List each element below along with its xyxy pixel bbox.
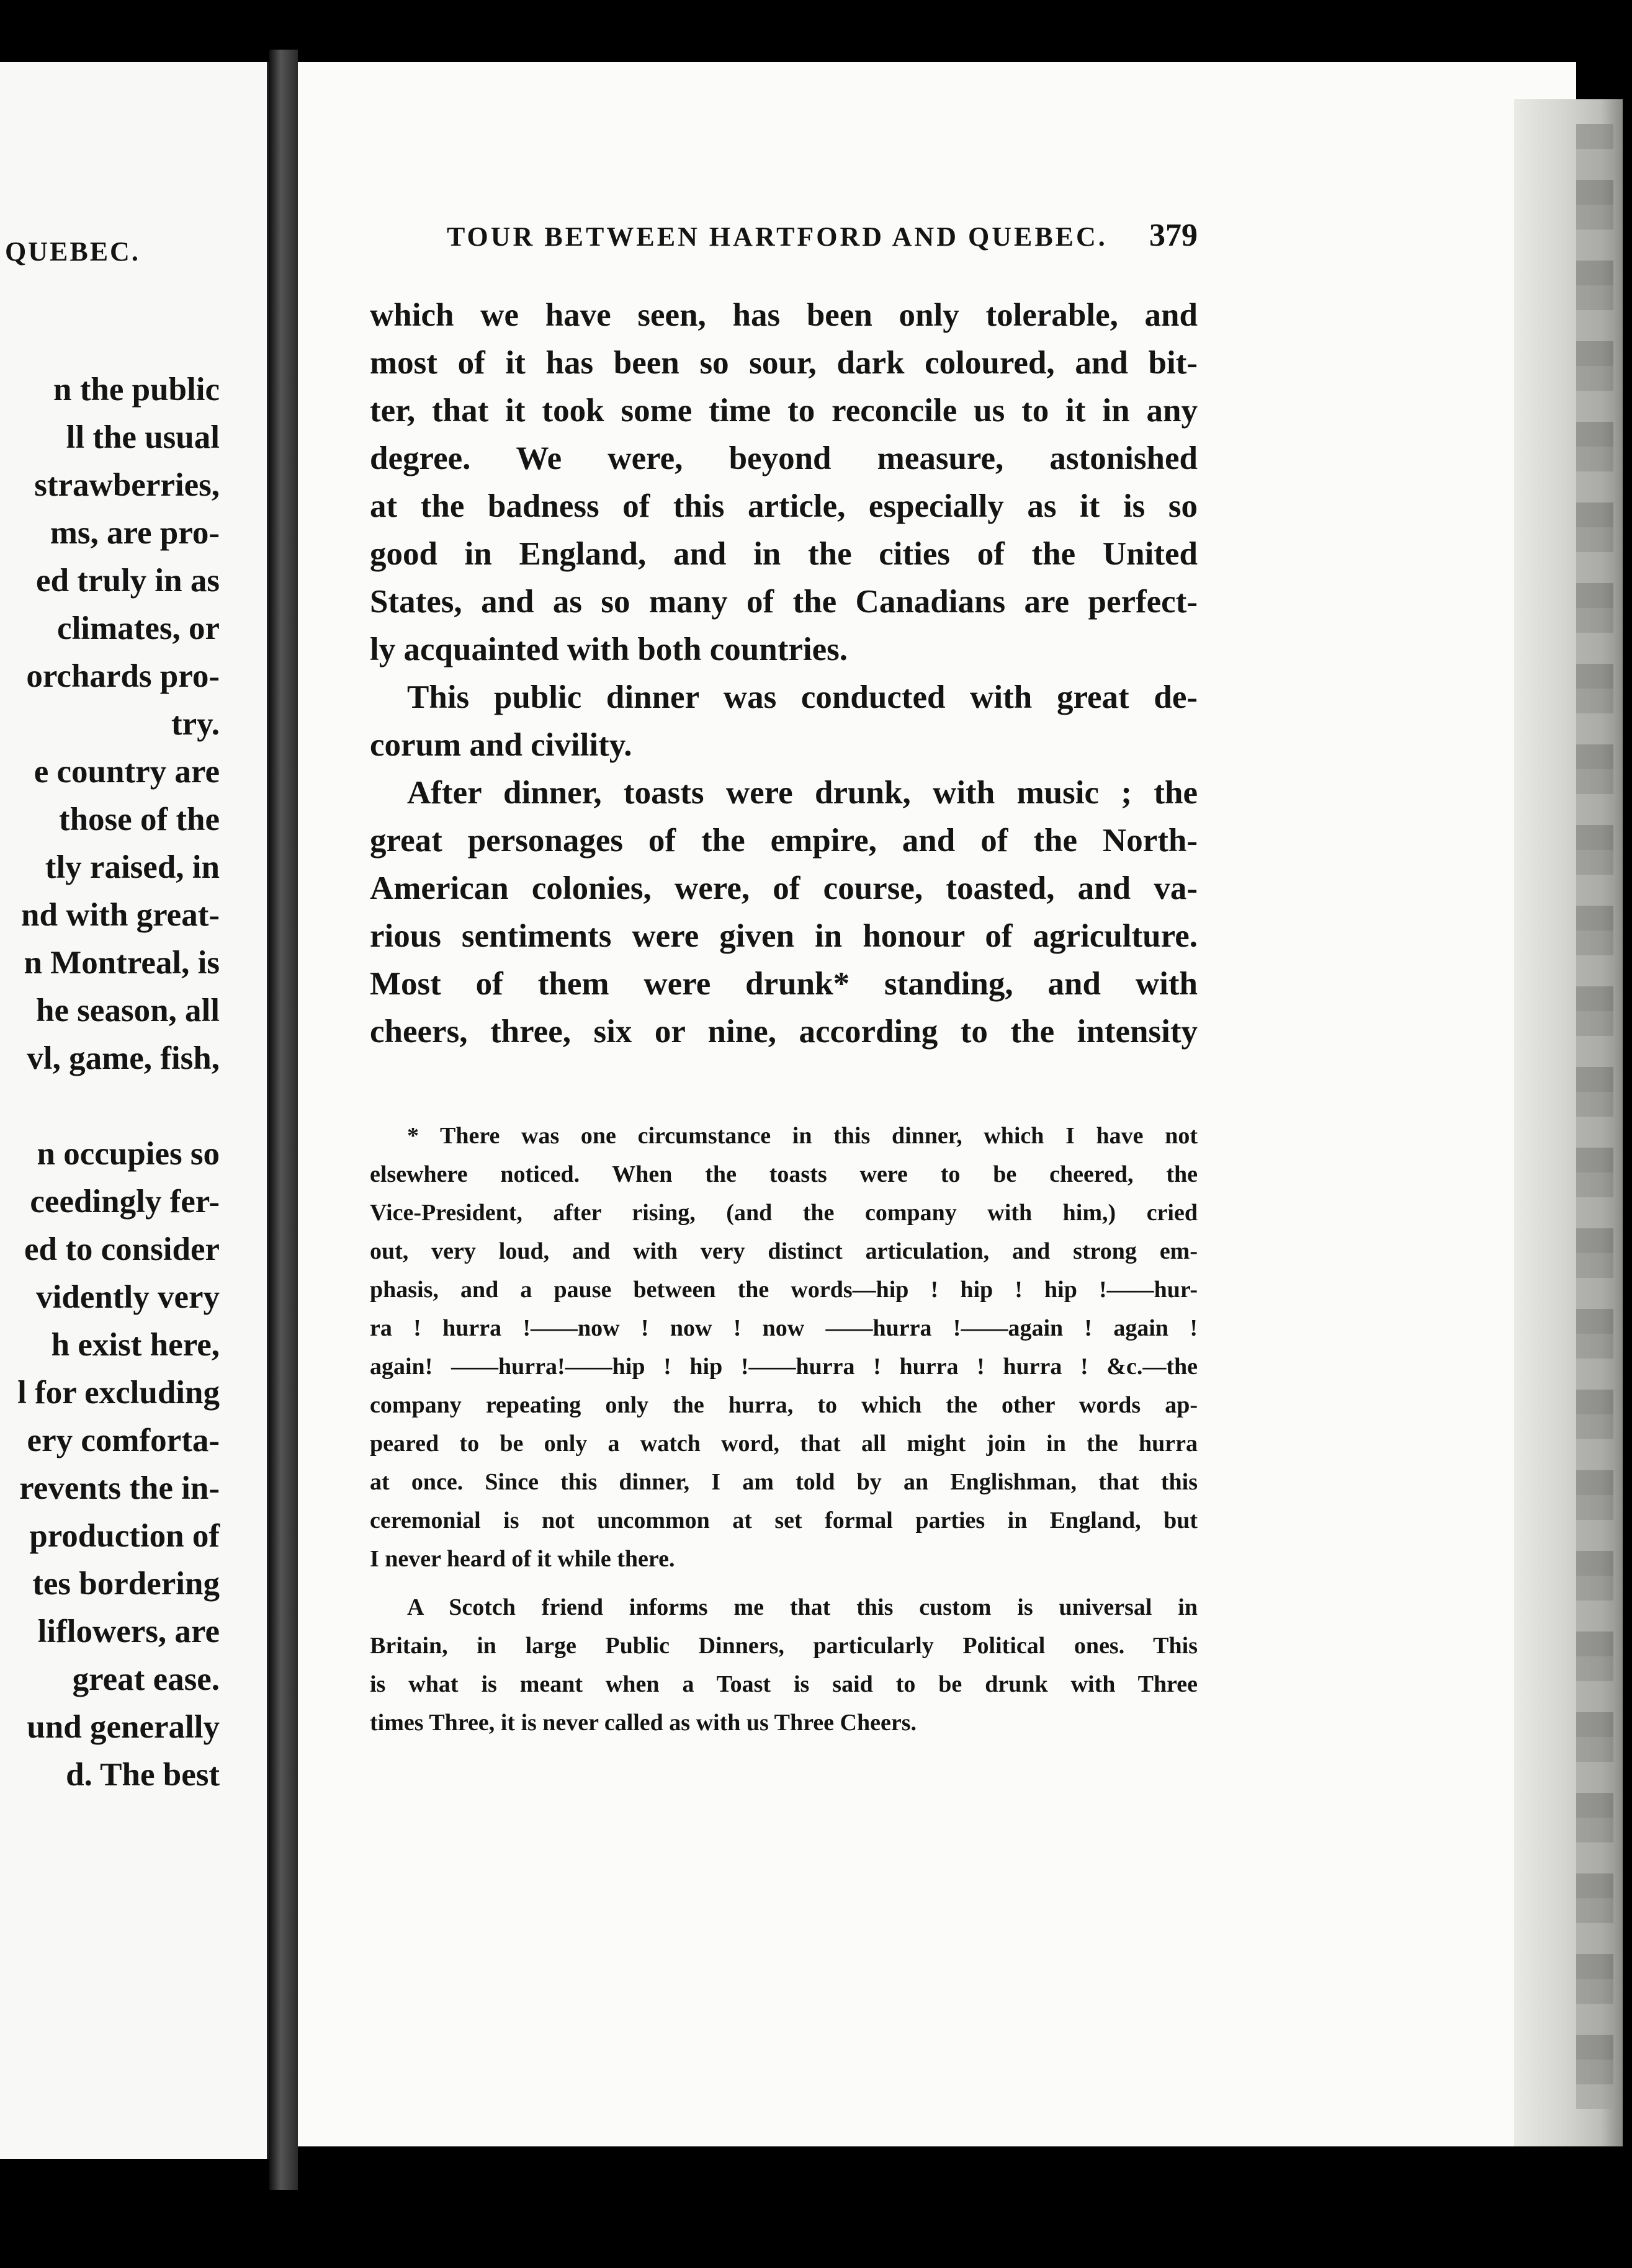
left-line: vidently very <box>36 1279 220 1315</box>
body-text <box>370 292 1198 1056</box>
body-line: degree. We were, beyond measure, astonished <box>370 440 1198 476</box>
body-line: After dinner, toasts were drunk, with music ; the <box>407 775 1198 811</box>
body-line: American colonies, were, of course, toasted, and va- <box>370 870 1198 906</box>
body-line: States, and as so many of the Canadians are perfect- <box>370 584 1198 620</box>
footnote-line: * There was one circumstance in this dinner, which I have not <box>407 1123 1198 1149</box>
body-line: most of it has been so sour, dark coloured, and bit- <box>370 345 1198 381</box>
footnote-line: ra ! hurra !——now ! now ! now ——hurra !——again ! again ! <box>370 1315 1198 1341</box>
body-line: which we have seen, has been only tolerable, and <box>370 297 1198 333</box>
left-line: ms, are pro- <box>50 515 220 551</box>
left-line <box>0 1083 267 1130</box>
footnote-line: is what is meant when a Toast is said to be drunk with Three <box>370 1671 1198 1697</box>
body-line: This public dinner was conducted with great de- <box>407 679 1198 715</box>
left-line: vl, game, fish, <box>27 1040 220 1076</box>
left-page <box>0 62 269 2159</box>
book-gutter <box>269 50 298 2190</box>
footnote-line: I never heard of it while there. <box>370 1546 675 1572</box>
left-line: orchards pro- <box>26 658 220 694</box>
left-line: und generally <box>27 1709 220 1745</box>
left-line: climates, or <box>57 610 220 646</box>
footnote-line: elsewhere noticed. When the toasts were to be cheered, the <box>370 1161 1198 1187</box>
body-line: corum and civility. <box>370 727 632 763</box>
left-line: he season, all <box>36 993 220 1029</box>
left-line: d. The best <box>66 1757 220 1793</box>
left-line: tes bordering <box>32 1566 220 1602</box>
left-line: n the public <box>53 372 220 408</box>
running-head-title: TOUR BETWEEN HARTFORD AND QUEBEC. <box>447 221 1108 252</box>
page-number: 379 <box>1149 218 1198 253</box>
body-line: ly acquainted with both countries. <box>370 632 848 667</box>
footnote-line: Britain, in large Public Dinners, particularly Political ones. This <box>370 1633 1198 1659</box>
footnote-line: again! ——hurra!——hip ! hip !——hurra ! hurra ! hurra ! &c.—the <box>370 1354 1198 1380</box>
footnote-line: peared to be only a watch word, that all might join in the hurra <box>370 1431 1198 1457</box>
footnote-line: times Three, it is never called as with us Three Cheers. <box>370 1710 917 1736</box>
left-line: ll the usual <box>66 419 220 455</box>
left-line: great ease. <box>72 1661 220 1697</box>
left-line: try. <box>171 706 220 742</box>
body-line: Most of them were drunk* standing, and with <box>370 966 1198 1002</box>
footnote <box>370 1117 1198 1742</box>
left-line: revents the in- <box>19 1470 220 1506</box>
left-line: n Montreal, is <box>24 945 220 981</box>
left-line: strawberries, <box>34 467 220 503</box>
footnote-line: out, very loud, and with very distinct articulation, and strong em- <box>370 1238 1198 1264</box>
left-running-head: QUEBEC. <box>5 236 140 267</box>
page-edge-shading <box>1576 124 1613 2109</box>
footnote-line: ceremonial is not uncommon at set formal parties in England, but <box>370 1507 1198 1534</box>
left-page-text <box>0 366 267 1799</box>
left-line: ed truly in as <box>36 563 220 599</box>
left-line: n occupies so <box>37 1136 220 1172</box>
footnote-line: company repeating only the hurra, to which the other words ap- <box>370 1392 1198 1418</box>
body-line: cheers, three, six or nine, according to the intensity <box>370 1014 1198 1050</box>
left-line: nd with great- <box>21 897 220 933</box>
footnote-line: A Scotch friend informs me that this custom is universal in <box>407 1594 1198 1620</box>
footnote-line: Vice-President, after rising, (and the company with him,) cried <box>370 1200 1198 1226</box>
left-line: h exist here, <box>51 1327 220 1363</box>
left-line: liflowers, are <box>37 1614 220 1650</box>
left-line: ery comforta- <box>27 1422 220 1458</box>
left-line: l for excluding <box>17 1375 220 1411</box>
body-line: great personages of the empire, and of the North- <box>370 823 1198 859</box>
left-line: production of <box>29 1518 220 1554</box>
footnote-line: phasis, and a pause between the words—hip ! hip ! hip !——hur- <box>370 1277 1198 1303</box>
body-line: rious sentiments were given in honour of agriculture. <box>370 918 1198 954</box>
left-line: ed to consider <box>24 1231 220 1267</box>
running-head <box>447 217 1198 254</box>
left-line: those of the <box>58 801 220 837</box>
body-line: at the badness of this article, especially as it is so <box>370 488 1198 524</box>
left-line: e country are <box>34 754 220 790</box>
body-line: good in England, and in the cities of the United <box>370 536 1198 572</box>
left-line: tly raised, in <box>45 849 220 885</box>
footnote-line: at once. Since this dinner, I am told by an Englishman, that this <box>370 1469 1198 1495</box>
left-line: ceedingly fer- <box>30 1184 220 1220</box>
body-line: ter, that it took some time to reconcile us to it in any <box>370 393 1198 429</box>
